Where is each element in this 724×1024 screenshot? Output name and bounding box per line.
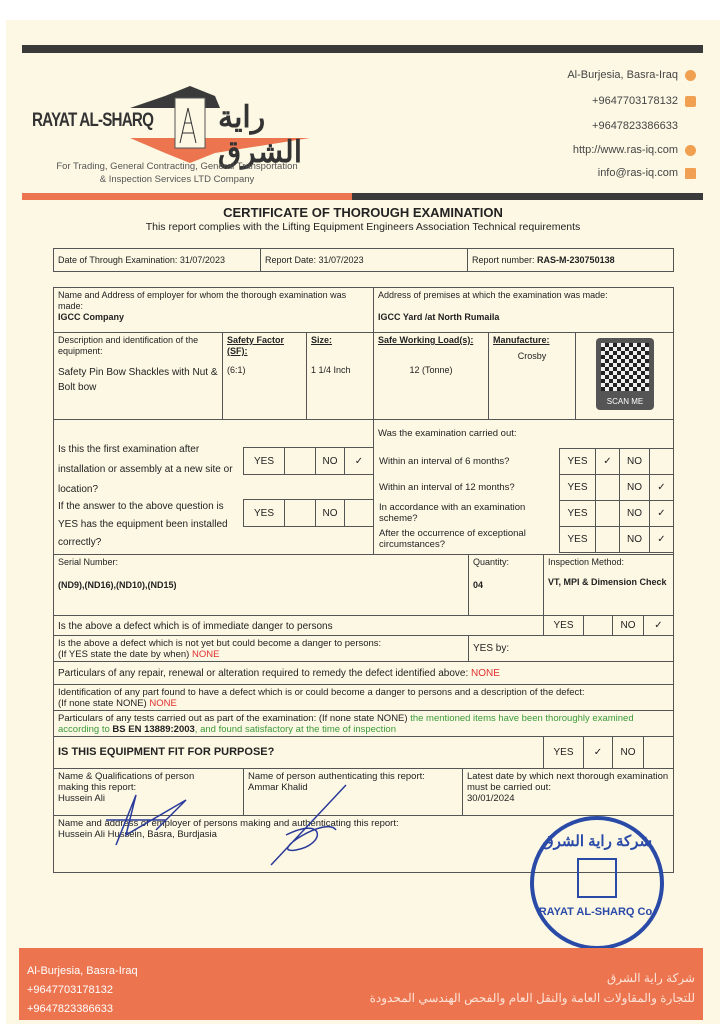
footer-arabic-name: شركة راية الشرق (606, 971, 695, 985)
phone-icon (685, 96, 696, 107)
logo (30, 68, 330, 168)
yes-by-field: YES by: (468, 635, 674, 662)
inspection-method-cell (543, 554, 674, 616)
qr-code-icon[interactable] (596, 338, 654, 410)
quantity-cell (468, 554, 544, 616)
carried-out-yes-mark[interactable] (595, 474, 620, 501)
footer-phone2: +9647823386633 (27, 1003, 113, 1015)
carried-out-yes[interactable]: YES (559, 474, 596, 501)
carried-out-no[interactable]: NO (619, 526, 650, 553)
scan-me-label: SCAN ME (606, 397, 644, 406)
premises-label: Address of premises at which the examination was made: (378, 290, 608, 300)
fit-for-purpose-question: IS THIS EQUIPMENT FIT FOR PURPOSE? (53, 736, 544, 769)
stamp-english: RAYAT AL-SHARQ Co. (538, 906, 656, 918)
carried-out-no-mark[interactable]: ✓ (649, 474, 674, 501)
signatures (96, 775, 396, 875)
divider-dark (352, 193, 703, 200)
carried-out-no-mark[interactable] (649, 448, 674, 475)
report-number-value: RAS-M-230750138 (537, 255, 615, 265)
identification-label: Identification of any part found to have a defect which is or could become a danger to persons and a description of the defect: (58, 687, 585, 698)
identification-cell (53, 684, 674, 711)
repair-cell (53, 661, 674, 685)
premises-cell (373, 287, 674, 333)
tagline-line1: For Trading, General Contracting, General Transportation (56, 161, 298, 172)
carried-out-no[interactable]: NO (619, 500, 650, 527)
fit-yes-check[interactable]: ✓ (583, 736, 613, 769)
repair-value: NONE (471, 668, 500, 679)
first-exam-yes[interactable]: YES (243, 447, 285, 475)
tests-cell (53, 710, 674, 737)
next-exam-label: Latest date by which next thorough examination must be carried out: (467, 771, 669, 793)
carried-out-no-mark[interactable]: ✓ (649, 526, 674, 553)
report-date: Report Date: 31/07/2023 (260, 248, 468, 272)
inspection-method-label: Inspection Method: (548, 557, 625, 567)
size-cell (306, 332, 374, 420)
report-number (467, 248, 674, 272)
certificate-subtitle: This report complies with the Lifting Equipment Engineers Association Technical requirements (145, 221, 581, 233)
inspection-method-value: VT, MPI & Dimension Check (548, 577, 667, 587)
first-exam-no-check[interactable]: ✓ (344, 447, 374, 475)
carried-out-question: Within an interval of 6 months? (379, 455, 510, 467)
tagline-line2: & Inspection Services LTD Company (99, 174, 255, 185)
identification-hint: (If none state NONE) (58, 698, 147, 709)
carried-out-question: After the occurrence of exceptional circumstances? (379, 528, 526, 550)
installed-yes-box[interactable] (284, 499, 316, 527)
authenticator-label: Name of person authenticating this report: (248, 771, 425, 782)
globe-icon (685, 145, 696, 156)
repair-label: Particulars of any repair, renewal or alteration required to remedy the defect identified above: (58, 668, 469, 679)
carried-out-yes[interactable]: YES (559, 500, 596, 527)
header-phone1: +9647703178132 (592, 95, 678, 107)
qr-cell (575, 332, 674, 420)
manufacture-label: Manufacture: (493, 335, 550, 345)
carried-out-no[interactable]: NO (619, 448, 650, 475)
footer-address: Al-Burjesia, Basra-Iraq (27, 965, 138, 977)
first-exam-question: Is this the first examination after installation or assembly at a new site or location? (58, 444, 233, 495)
manufacture-cell (488, 332, 576, 420)
size-label: Size: (311, 335, 333, 345)
authenticator-name: Ammar Khalid (248, 782, 308, 793)
top-bar (22, 45, 703, 53)
carried-out-yes-mark[interactable] (595, 526, 620, 553)
carried-out-no[interactable]: NO (619, 474, 650, 501)
first-exam-no[interactable]: NO (315, 447, 345, 475)
employer-persons-value: Hussein Ali Hussein, Basra, Burdjasia (58, 829, 217, 840)
fit-no-box[interactable] (643, 736, 674, 769)
installed-no-box[interactable] (344, 499, 374, 527)
installed-yes[interactable]: YES (243, 499, 285, 527)
tagline (32, 160, 322, 186)
header-website[interactable]: http://www.ras-iq.com (572, 144, 678, 156)
defect-future-value: NONE (191, 649, 220, 660)
defect-immediate-no-check[interactable]: ✓ (643, 615, 674, 636)
fit-yes[interactable]: YES (543, 736, 584, 769)
tests-standard: BS EN 13889:2003 (112, 724, 195, 735)
defect-future-hint: (If YES state the date by when) (58, 649, 190, 660)
tests-label: Particulars of any tests carried out as part of the examination: (If none state NONE) (58, 713, 408, 724)
brand-name-en: RAYAT AL-SHARQ (32, 110, 154, 131)
safety-factor-value: (6:1) (227, 365, 246, 375)
report-number-label: Report number: (472, 255, 535, 265)
manufacture-value: Crosby (517, 351, 547, 361)
first-exam-yes-box[interactable] (284, 447, 316, 475)
company-stamp (530, 816, 664, 950)
exam-date: Date of Through Examination: 31/07/2023 (53, 248, 261, 272)
maker-name: Hussein Ali (58, 793, 105, 804)
carried-out-yes[interactable]: YES (559, 526, 596, 553)
employer-cell (53, 287, 374, 333)
description-cell (53, 332, 223, 420)
stamp-arabic: شركة راية الشرق (541, 833, 653, 850)
serial-cell (53, 554, 469, 616)
safety-factor-label: Safety Factor (SF): (227, 335, 285, 356)
header-address: Al-Burjesia, Basra-Iraq (567, 69, 678, 81)
stamp-rig-icon (577, 858, 617, 898)
carried-out-yes[interactable]: YES (559, 448, 596, 475)
premises-value: IGCC Yard /at North Rumaila (378, 312, 500, 322)
employer-value: IGCC Company (58, 312, 125, 322)
installed-no[interactable]: NO (315, 499, 345, 527)
certificate-title: CERTIFICATE OF THOROUGH EXAMINATION (223, 205, 503, 220)
description-value: Safety Pin Bow Shackles with Nut & Bolt bow (58, 367, 218, 393)
footer (19, 948, 703, 1020)
carried-out-no-mark[interactable]: ✓ (649, 500, 674, 527)
brand-name-ar: راية الشرق (218, 101, 303, 169)
next-exam-cell (462, 768, 674, 816)
serial-value: (ND9),(ND16),(ND10),(ND15) (58, 580, 177, 590)
tests-result-1: the mentioned items have been thoroughly examined according to (58, 713, 634, 735)
carried-out-yes-mark[interactable] (595, 500, 620, 527)
defect-immediate-yes[interactable]: YES (543, 615, 584, 636)
defect-immediate-question: Is the above a defect which is of immediate danger to persons (53, 615, 544, 636)
identification-value: NONE (149, 698, 177, 709)
mail-icon (685, 168, 696, 179)
installed-correctly-question: If the answer to the above question is YES has the equipment been installed correctly? (58, 501, 228, 548)
serial-label: Serial Number: (58, 557, 119, 567)
carried-out-question: Within an interval of 12 months? (379, 481, 515, 493)
defect-immediate-no[interactable]: NO (612, 615, 644, 636)
tests-result-2: , and found satisfactory at the time of inspection (194, 724, 396, 735)
swl-label: Safe Working Load(s): (378, 335, 474, 345)
fit-no[interactable]: NO (612, 736, 644, 769)
safety-factor-cell (222, 332, 307, 420)
defect-future-cell (53, 635, 469, 662)
defect-future-question: Is the above a defect which is not yet but could become a danger to persons: (58, 638, 382, 649)
carried-out-yes-mark[interactable]: ✓ (595, 448, 620, 475)
carried-out-label: Was the examination carried out: (378, 428, 517, 439)
header-phone2: +9647823386633 (592, 120, 678, 132)
footer-phone1: +9647703178132 (27, 984, 113, 996)
header-email[interactable]: info@ras-iq.com (597, 167, 678, 179)
carried-out-question: In accordance with an examination scheme? (379, 502, 526, 524)
description-label: Description and identification of the equipment: (58, 335, 199, 356)
quantity-label: Quantity: (473, 557, 510, 567)
employer-persons-label: Name and address of employer of persons making and authenticating this report: (58, 818, 399, 829)
certificate-page (6, 20, 720, 1024)
quantity-value: 04 (473, 580, 484, 590)
location-icon (685, 70, 696, 81)
defect-immediate-yes-box[interactable] (583, 615, 613, 636)
swl-value: 12 (Tonne) (409, 365, 453, 375)
footer-arabic-desc: للتجارة والمقاولات العامة والنقل العام والفحص الهندسي المحدودة (369, 991, 695, 1005)
next-exam-date: 30/01/2024 (467, 793, 515, 804)
divider-orange (22, 193, 352, 200)
maker-label: Name & Qualifications of person making this report: (58, 771, 195, 793)
employer-label: Name and Address of employer for whom the thorough examination was made: (58, 290, 347, 311)
swl-cell (373, 332, 489, 420)
first-exam-section (53, 419, 374, 555)
size-value: 1 1/4 Inch (311, 365, 351, 375)
